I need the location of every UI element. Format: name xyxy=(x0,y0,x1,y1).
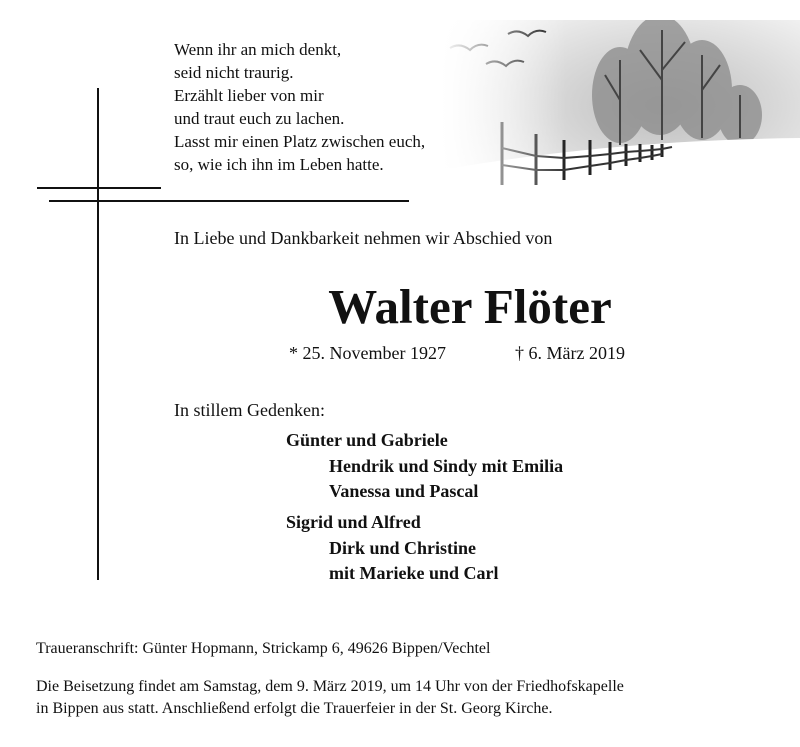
poem-line: Lasst mir einen Platz zwischen euch, xyxy=(174,132,426,151)
poem-line: so, wie ich ihn im Leben hatte. xyxy=(174,155,384,174)
memorial-title: In stillem Gedenken: xyxy=(174,400,325,420)
death-date: † 6. März 2019 xyxy=(515,343,625,363)
family-entry: Hendrik und Sindy mit Emilia xyxy=(329,456,564,476)
poem-line: Erzählt lieber von mir xyxy=(174,86,324,105)
birth-date: * 25. November 1927 xyxy=(289,343,446,363)
family-entry: Sigrid und Alfred xyxy=(286,512,421,532)
winter-landscape-image xyxy=(440,20,800,210)
poem-line: seid nicht traurig. xyxy=(174,63,294,82)
deceased-name: Walter Flöter xyxy=(328,279,612,334)
funeral-info xyxy=(36,676,624,720)
poem-line: und traut euch zu lachen. xyxy=(174,109,345,128)
family-entry: mit Marieke und Carl xyxy=(329,563,499,583)
mourning-address: Traueranschrift: Günter Hopmann, Strickamp 6, 49626 Bippen/Vechtel xyxy=(36,640,491,657)
poem xyxy=(174,38,425,176)
cross-horizontal-line-left xyxy=(37,187,161,189)
funeral-line: in Bippen aus statt. Anschließend erfolgt die Trauerfeier in der St. Georg Kirche. xyxy=(36,700,553,717)
family-entry: Vanessa und Pascal xyxy=(329,481,479,501)
funeral-line: Die Beisetzung findet am Samstag, dem 9. März 2019, um 14 Uhr von der Friedhofskapelle xyxy=(36,678,624,695)
intro-text: In Liebe und Dankbarkeit nehmen wir Abschied von xyxy=(174,228,553,248)
family-entry: Günter und Gabriele xyxy=(286,430,448,450)
poem-line: Wenn ihr an mich denkt, xyxy=(174,40,342,59)
cross-horizontal-line-right xyxy=(49,200,409,202)
family-entry: Dirk und Christine xyxy=(329,538,477,558)
